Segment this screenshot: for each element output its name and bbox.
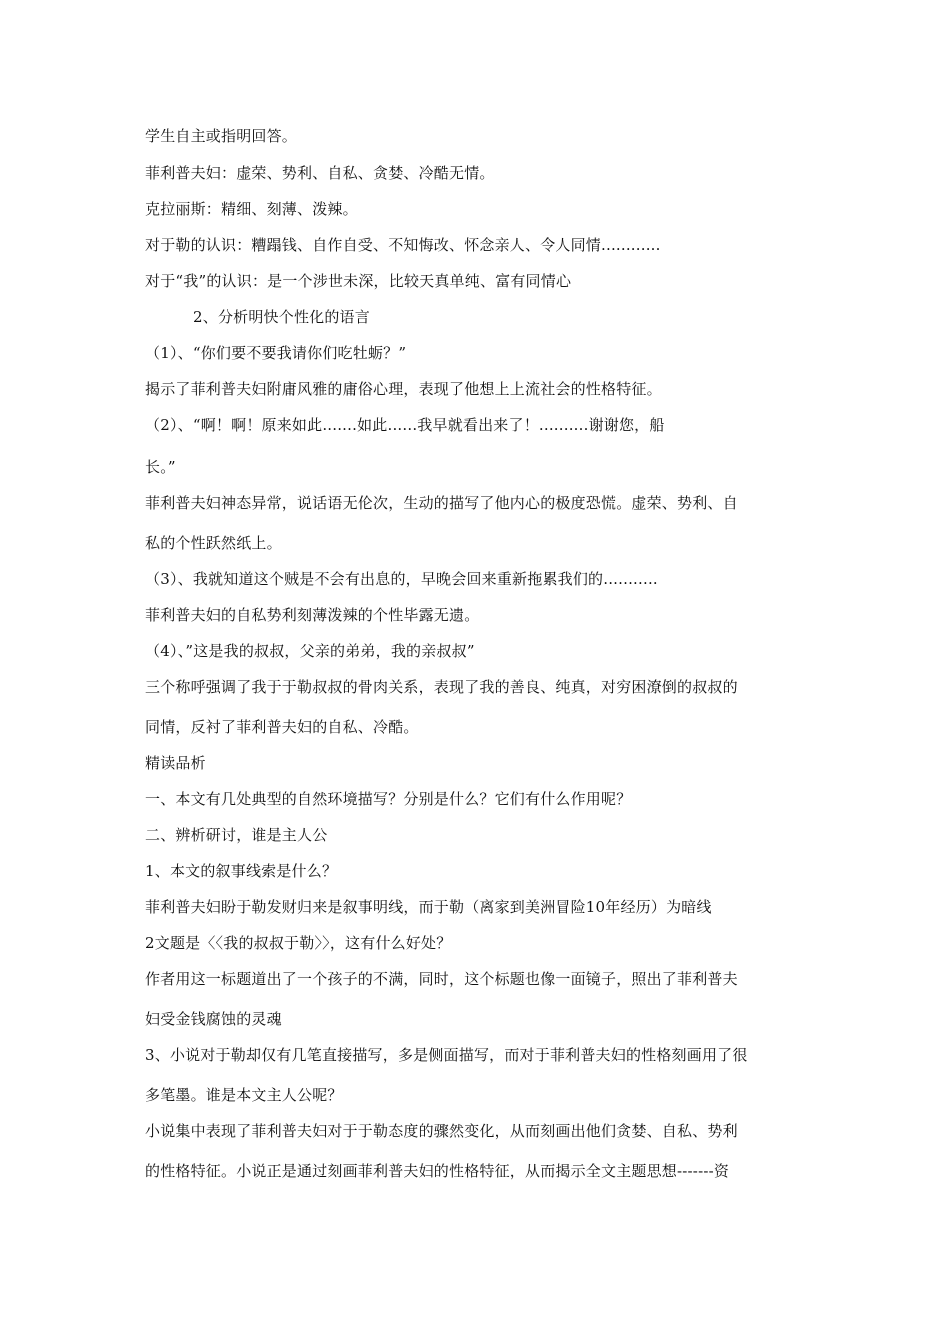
quote-2-analysis: 菲利普夫妇神态异常，说话语无伦次，生动的描写了他内心的极度恐慌。虚荣、势利、自 (145, 494, 738, 512)
quote-2-analysis-continued: 私的个性跃然纸上。 (145, 534, 282, 552)
answer-2-title: 作者用这一标题道出了一个孩子的不满，同时，这个标题也像一面镜子，照出了菲利普夫 (145, 970, 738, 988)
quote-4-analysis-continued: 同情，反衬了菲利普夫妇的自私、冷酷。 (145, 718, 419, 736)
answer-3: 小说集中表现了菲利普夫妇对于于勒态度的骤然变化，从而刻画出他们贪婪、自私、势利 (145, 1122, 738, 1140)
philippe-couple-traits: 菲利普夫妇：虚荣、势利、自私、贪婪、冷酷无情。 (145, 164, 495, 182)
document-page (145, 0, 815, 1344)
section-heading-language: 2、分析明快个性化的语言 (193, 308, 370, 326)
quote-3-analysis: 菲利普夫妇的自私势利刻薄泼辣的个性毕露无遗。 (145, 606, 480, 624)
section-heading-close-reading: 精读品析 (145, 754, 206, 772)
question-environment: 一、本文有几处典型的自然环境描写？分别是什么？它们有什么作用呢？ (145, 790, 632, 808)
quote-1-analysis: 揭示了菲利普夫妇附庸风雅的庸俗心理，表现了他想上上流社会的性格特征。 (145, 380, 662, 398)
quote-4-analysis: 三个称呼强调了我于于勒叔叔的骨肉关系，表现了我的善良、纯真，对穷困潦倒的叔叔的 (145, 678, 738, 696)
question-3-continued: 多笔墨。谁是本文主人公呢？ (145, 1086, 343, 1104)
quote-3: （3）、我就知道这个贼是不会有出息的，早晚会回来重新拖累我们的........... (145, 570, 658, 588)
answer-2-title-continued: 妇受金钱腐蚀的灵魂 (145, 1010, 282, 1028)
quote-1: （1）、“你们要不要我请你们吃牡蛎？” (145, 344, 407, 362)
jules-understanding: 对于勒的认识：糟蹋钱、自作自受、不知悔改、怀念亲人、令人同情............ (145, 236, 661, 254)
answer-1-clue: 菲利普夫妇盼于勒发财归来是叙事明线，而于勒（离家到美洲冒险10年经历）为暗线 (145, 898, 712, 916)
question-2-title: 2文题是〈〈我的叔叔于勒〉〉，这有什么好处？ (145, 934, 452, 952)
question-3-protagonist: 3、小说对于勒却仅有几笔直接描写，多是侧面描写，而对于菲利普夫妇的性格刻画用了很 (145, 1046, 748, 1064)
answer-3-continued: 的性格特征。小说正是通过刻画菲利普夫妇的性格特征，从而揭示全文主题思想-------资 (145, 1162, 730, 1180)
answer-instruction: 学生自主或指明回答。 (145, 127, 298, 145)
quote-2: （2）、“啊！啊！原来如此.......如此......我早就看出来了！..........谢谢您，船 (145, 416, 665, 434)
quote-4: （4）、”这是我的叔叔，父亲的弟弟，我的亲叔叔” (145, 642, 475, 660)
question-1-clue: 1、本文的叙事线索是什么？ (145, 862, 338, 880)
quote-2-continued: 长。” (145, 458, 176, 476)
question-protagonist: 二、辨析研讨，谁是主人公 (145, 826, 328, 844)
narrator-understanding: 对于“我”的认识：是一个涉世未深，比较天真单纯、富有同情心 (145, 272, 572, 290)
clarisse-traits: 克拉丽斯：精细、刻薄、泼辣。 (145, 200, 358, 218)
